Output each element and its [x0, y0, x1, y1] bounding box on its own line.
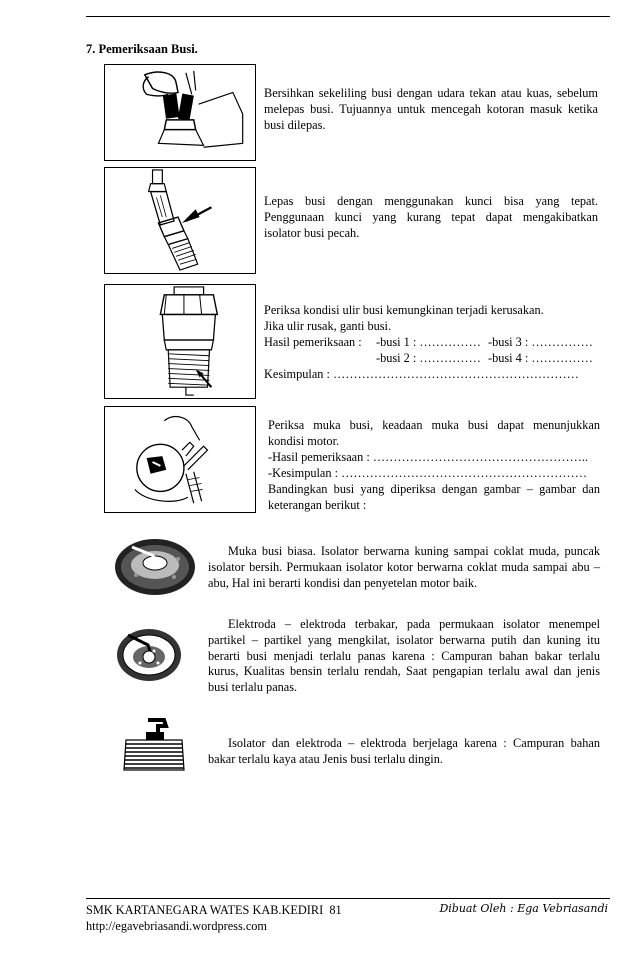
footer-url: http://egavebriasandi.wordpress.com	[86, 919, 267, 933]
step-4-text: Periksa muka busi, keadaan muka busi dapat menunjukkan kondisi motor.	[268, 418, 600, 448]
step-3-busi-3: -busi 3 : ……………	[488, 335, 593, 349]
step-1-text: Bersihkan sekeliling busi dengan udara tekan atau kuas, sebelum melepas busi. Tujuannya untuk mencegah kotoran masuk ketika busi dilepas.	[264, 86, 598, 132]
overheated-plug-face-image	[114, 623, 184, 687]
condition-fouled-text: Isolator dan elektroda – elektroda berjelaga karena : Campuran bahan bakar terlalu kaya atau Jenis busi terlalu dingin.	[208, 736, 600, 766]
section-title: 7. Pemeriksaan Busi.	[86, 42, 198, 56]
footer-left	[86, 902, 342, 934]
step-3-busi-2: -busi 2 : ……………	[376, 351, 481, 365]
step-4-conclusion: -Kesimpulan : ……………………………………………………	[268, 466, 588, 480]
step-3-busi-1: -busi 1 : ……………	[376, 335, 481, 349]
condition-normal-text: Muka busi biasa. Isolator berwarna kuning sampai coklat muda, puncak isolator bersih. Permukaan isolator kotor berwarna coklat muda sampai abu – abu, Hal ini berarti kondisi dan penyetelan motor baik.	[208, 544, 600, 590]
step-3-text: Periksa kondisi ulir busi kemungkinan terjadi kerusakan. Jika ulir rusak, ganti busi.	[264, 303, 544, 333]
inspecting-plug-face-illustration	[104, 406, 256, 513]
normal-plug-face-image	[112, 533, 198, 601]
fouled-plug-image	[118, 716, 190, 774]
step-2-text: Lepas busi dengan menggunakan kunci bisa yang tepat. Penggunaan kunci yang kurang tepat dapat mengakibatkan isolator busi pecah.	[264, 194, 598, 240]
step-4-result: -Hasil pemeriksaan : ……………………………………………..	[268, 450, 589, 464]
footer-author: Dibuat Oleh : Ega Vebriasandi	[439, 902, 608, 915]
step-4-compare-text: Bandingkan busi yang diperiksa dengan gambar – gambar dan keterangan berikut :	[268, 482, 600, 512]
footer-rule	[86, 898, 610, 899]
page-number: 81	[329, 903, 342, 917]
step-3-conclusion: Kesimpulan : ……………………………………………………	[264, 367, 579, 381]
cleaning-spark-plug-illustration	[104, 64, 256, 161]
condition-overheated-text: Elektroda – elektroda terbakar, pada permukaan isolator menempel partikel – partikel yang mengkilat, isolator berwarna putih dan kuning itu berarti busi menjadi terlalu panas karena : Campuran bahan bakar terlalu kurus, Kualitas bensin terlalu rendah, Saat pengapian terlalu awal dan jenis busi terlalu panas.	[208, 617, 600, 695]
step-3-result-label: Hasil pemeriksaan :	[264, 335, 362, 349]
spark-plug-thread-illustration	[104, 284, 256, 399]
header-rule	[86, 16, 610, 17]
footer-school: SMK KARTANEGARA WATES KAB.KEDIRI	[86, 903, 324, 917]
step-3-busi-4: -busi 4 : ……………	[488, 351, 593, 365]
spark-plug-removal-illustration	[104, 167, 256, 274]
